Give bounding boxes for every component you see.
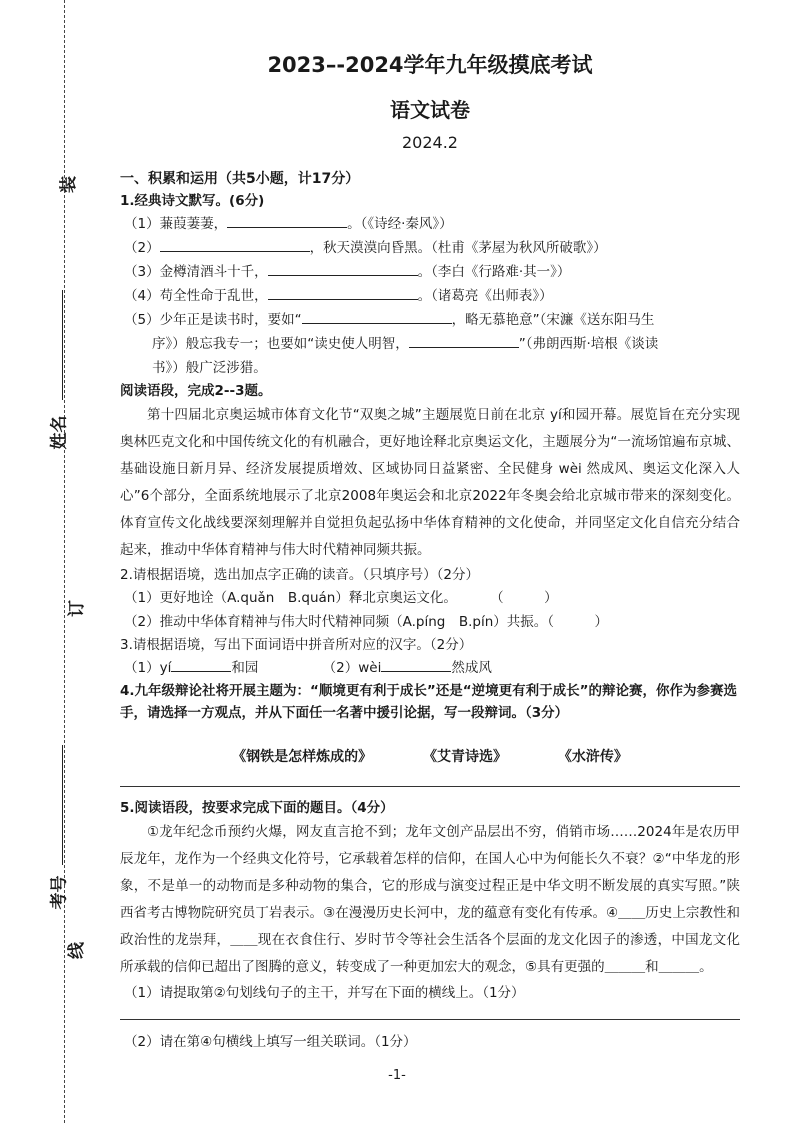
exam-date: 2024.2 <box>402 133 458 152</box>
q1-item-5-blank-2[interactable] <box>409 333 519 348</box>
reading-passage-1: 第十四届北京奥运城市体育文化节“双奥之城”主题展览日前在北京 yí和园开幕。展览旨在充分实现奥林匹克文化和中国传统文化的有机融合，更好地诠释北京奥运文化，主题展分为“一流场馆遍布京城、基础设施日新月异、经济发展提质增效、区域协同日益紧密、全民健身 wèi 然成风、奥运文化深入人心”6个部分，全面系统地展示了北京2008年奥运会和北京2022年冬奥会给北京城市带来的深刻变化。体育宣传文化战线要深刻理解并自觉担负起弘扬中华体育精神的文化使命，并同坚定文化自信充分结合起来，推动中华体育精神与伟大时代精神同频共振。 <box>120 407 740 558</box>
q1-item-3-text: （3）金樽清酒斗十千， <box>124 264 268 280</box>
q1-item-3 <box>120 260 740 284</box>
q3-item-1-pinyin: （1）yí <box>124 660 172 676</box>
q5-sub-1: （1）请提取第②句划线句子的主干，并写在下面的横线上。（1分） <box>124 985 525 1001</box>
exam-page <box>120 48 740 1054</box>
q1-item-4-source: 。（诸葛亮《出师表》） <box>417 288 553 304</box>
q1-item-1-text: （1）蒹葭萋萋， <box>124 216 228 232</box>
q1-item-2 <box>120 236 740 260</box>
q5-sub-2: （2）请在第④句横线上填写一组关联词。（1分） <box>124 1034 417 1050</box>
binding-label-name: 姓名 <box>49 415 70 450</box>
section-heading: 一、积累和运用（共5小题，计17分） <box>120 171 360 187</box>
q1-item-4 <box>120 284 740 308</box>
book-2: 《艾青诗选》 <box>423 749 507 765</box>
q3-item-2-suffix: 然成风 <box>451 660 492 676</box>
binding-label-xian: 线 <box>67 942 87 959</box>
book-list <box>120 746 740 766</box>
question-2-prompt: 2.请根据语境，选出加点字正确的读音。（只填序号）（2分） <box>120 567 479 583</box>
reading-passage-2: ①龙年纪念币预约火爆，网友直言抢不到；龙年文创产品层出不穷，俏销市场……2024年是农历甲辰龙年，龙作为一个经典文化符号，它承载着怎样的信仰，在国人心中为何能长久不衰？②“中华龙的形象，不是单一的动物而是多种动物的集合，它的形成与演变过程正是中华文明不断发展的真实写照。”陕西省考古博物院研究员丁岩表示。③在漫漫历史长河中，龙的蕴意有变化有传承。④＿＿历史上宗教性和政治性的龙崇拜，＿＿现在衣食住行、岁时节令等社会生活各个层面的龙文化因子的渗透，中国龙文化所承载的信仰已超出了图腾的意义，转变成了一种更加宏大的观念，⑤具有更强的＿＿＿和＿＿＿。 <box>120 824 740 975</box>
q1-item-2-text: （2） <box>124 240 160 256</box>
q2-item-1-answer[interactable]: （ ） <box>496 590 558 606</box>
name-blank-line <box>62 290 63 400</box>
exam-subject: 语文试卷 <box>390 98 470 122</box>
q2-item-1 <box>120 586 740 610</box>
book-3: 《水浒传》 <box>557 749 628 765</box>
exam-no-blank-line <box>62 745 63 865</box>
q1-item-4-text: （4）苟全性命于乱世， <box>124 288 268 304</box>
question-4-prompt: 4.九年级辩论社将开展主题为：“顺境更有利于成长”还是“逆境更有利于成长”的辩论赛，你作为参赛选手，请选择一方观点，并从下面任一名著中援引论据，写一段辩词。（3分） <box>120 683 738 721</box>
q3-item-2-pinyin: （2）wèi <box>322 660 382 676</box>
q1-item-2-source: ，秋天漠漠向昏黑。（杜甫《茅屋为秋风所破歌》） <box>309 240 607 256</box>
q1-item-5-blank-1[interactable] <box>302 309 452 324</box>
reading-intro: 阅读语段，完成2--3题。 <box>120 383 272 399</box>
q1-item-5-text-d: ”（弗朗西斯·培根《谈读 <box>518 336 659 352</box>
q2-item-2-answer[interactable]: （ ） <box>547 614 609 630</box>
q3-items <box>120 656 740 680</box>
q2-item-2 <box>120 610 740 634</box>
q1-item-5-text-a: （5）少年正是读书时，要如“ <box>124 312 302 328</box>
q1-item-4-blank[interactable] <box>268 285 418 300</box>
q1-item-3-source: 。（李白《行路难·其一》） <box>417 264 571 280</box>
q3-item-1-blank[interactable] <box>171 657 231 672</box>
q1-item-5 <box>120 308 740 380</box>
q1-item-1-source: 。（《诗经·秦风》） <box>347 216 453 232</box>
book-1: 《钢铁是怎样炼成的》 <box>232 749 373 765</box>
question-5-prompt: 5.阅读语段，按要求完成下面的题目。（4分） <box>120 800 394 816</box>
q1-item-3-blank[interactable] <box>268 261 418 276</box>
binding-label-ding: 订 <box>67 600 87 617</box>
exam-title: 2023–-2024学年九年级摸底考试 <box>267 53 593 77</box>
q4-answer-line[interactable] <box>120 776 740 787</box>
q2-item-1-text: （1）更好地诠（A.quǎn B.quán）释北京奥运文化。 <box>124 590 457 606</box>
binding-label-zhuang: 装 <box>59 176 79 193</box>
q5-sub-1-answer-line[interactable] <box>120 1009 740 1020</box>
q1-item-1-blank[interactable] <box>227 213 347 228</box>
binding-label-exam-no: 考号 <box>49 875 70 910</box>
q3-item-1-suffix: 和园 <box>231 660 259 676</box>
q1-item-2-blank[interactable] <box>160 237 310 252</box>
q2-item-2-text: （2）推动中华体育精神与伟大时代精神同频（A.píng B.pín）共振。 <box>124 614 548 630</box>
page-number: -1- <box>388 1068 406 1083</box>
q3-item-2-blank[interactable] <box>381 657 451 672</box>
question-1-prompt: 1.经典诗文默写。(6分) <box>120 193 265 209</box>
q1-item-5-text-b: ，略无慕艳意”（宋濂《送东阳马生 <box>451 312 655 328</box>
question-3-prompt: 3.请根据语境，写出下面词语中拼音所对应的汉字。（2分） <box>120 637 473 653</box>
q1-item-5-text-c: 序》）般忘我专一；也要如“读史使人明智， <box>152 336 409 352</box>
q1-item-5-text-e: 书》）般广泛涉猎。 <box>152 360 267 376</box>
q1-item-1 <box>120 212 740 236</box>
